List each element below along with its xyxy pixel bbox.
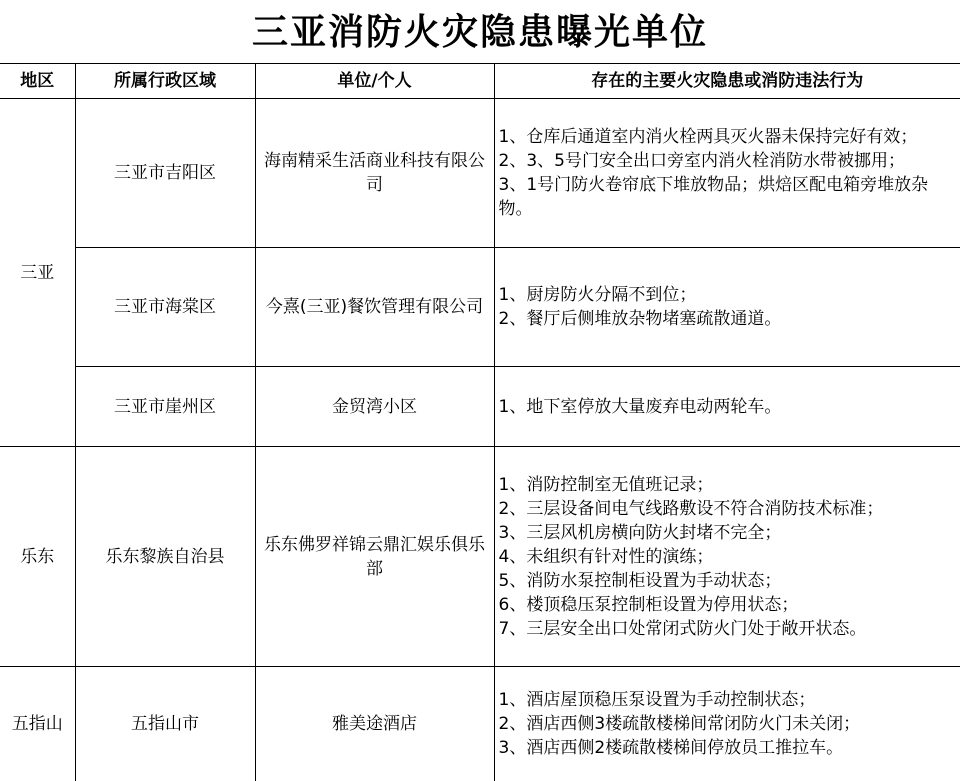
unit-cell: 雅美途酒店	[255, 667, 494, 781]
issue-item: 5、消防水泵控制柜设置为手动状态；	[499, 569, 957, 593]
issue-item: 7、三层安全出口处常闭式防火门处于敞开状态。	[499, 617, 957, 641]
district-cell: 乐东黎族自治县	[75, 447, 255, 667]
unit-cell: 乐东佛罗祥锦云鼎汇娱乐俱乐部	[255, 447, 494, 667]
table-row	[0, 667, 960, 781]
district-cell: 五指山市	[75, 667, 255, 781]
issue-item: 1、仓库后通道室内消火栓两具灭火器未保持完好有效；	[499, 125, 957, 149]
issues-cell	[494, 447, 960, 667]
table-row	[0, 367, 960, 447]
district-cell: 三亚市崖州区	[75, 367, 255, 447]
issue-item: 2、三层设备间电气线路敷设不符合消防技术标准；	[499, 497, 957, 521]
table-row	[0, 447, 960, 667]
issue-item: 2、3、5号门安全出口旁室内消火栓消防水带被挪用；	[499, 149, 957, 173]
unit-cell: 今熹(三亚)餐饮管理有限公司	[255, 248, 494, 367]
table-header-row	[0, 64, 960, 99]
page-title: 三亚消防火灾隐患曝光单位	[0, 6, 960, 58]
issue-item: 2、酒店西侧3楼疏散楼梯间常闭防火门未关闭；	[499, 712, 957, 736]
hazard-table	[0, 63, 960, 781]
header-district: 所属行政区域	[75, 64, 255, 99]
header-issues: 存在的主要火灾隐患或消防违法行为	[494, 64, 960, 99]
table-row	[0, 248, 960, 367]
region-cell: 乐东	[0, 447, 75, 667]
issue-item: 1、厨房防火分隔不到位；	[499, 283, 957, 307]
issues-cell	[494, 248, 960, 367]
unit-cell: 海南精采生活商业科技有限公司	[255, 99, 494, 248]
header-region: 地区	[0, 64, 75, 99]
issue-item: 4、未组织有针对性的演练；	[499, 545, 957, 569]
issues-cell	[494, 99, 960, 248]
issue-item: 1、消防控制室无值班记录；	[499, 473, 957, 497]
issue-item: 3、三层风机房横向防火封堵不完全；	[499, 521, 957, 545]
issues-cell	[494, 667, 960, 781]
issue-item: 2、餐厅后侧堆放杂物堵塞疏散通道。	[499, 307, 957, 331]
region-cell: 三亚	[0, 99, 75, 447]
district-cell: 三亚市海棠区	[75, 248, 255, 367]
header-unit: 单位/个人	[255, 64, 494, 99]
issue-item: 3、1号门防火卷帘底下堆放物品；烘焙区配电箱旁堆放杂物。	[499, 173, 957, 221]
issue-item: 1、酒店屋顶稳压泵设置为手动控制状态；	[499, 688, 957, 712]
issue-item: 3、酒店西侧2楼疏散楼梯间停放员工推拉车。	[499, 736, 957, 760]
issue-item: 6、楼顶稳压泵控制柜设置为停用状态；	[499, 593, 957, 617]
issues-cell	[494, 367, 960, 447]
region-cell: 五指山	[0, 667, 75, 781]
district-cell: 三亚市吉阳区	[75, 99, 255, 248]
issue-item: 1、地下室停放大量废弃电动两轮车。	[499, 395, 957, 419]
table-row	[0, 99, 960, 248]
unit-cell: 金贸湾小区	[255, 367, 494, 447]
